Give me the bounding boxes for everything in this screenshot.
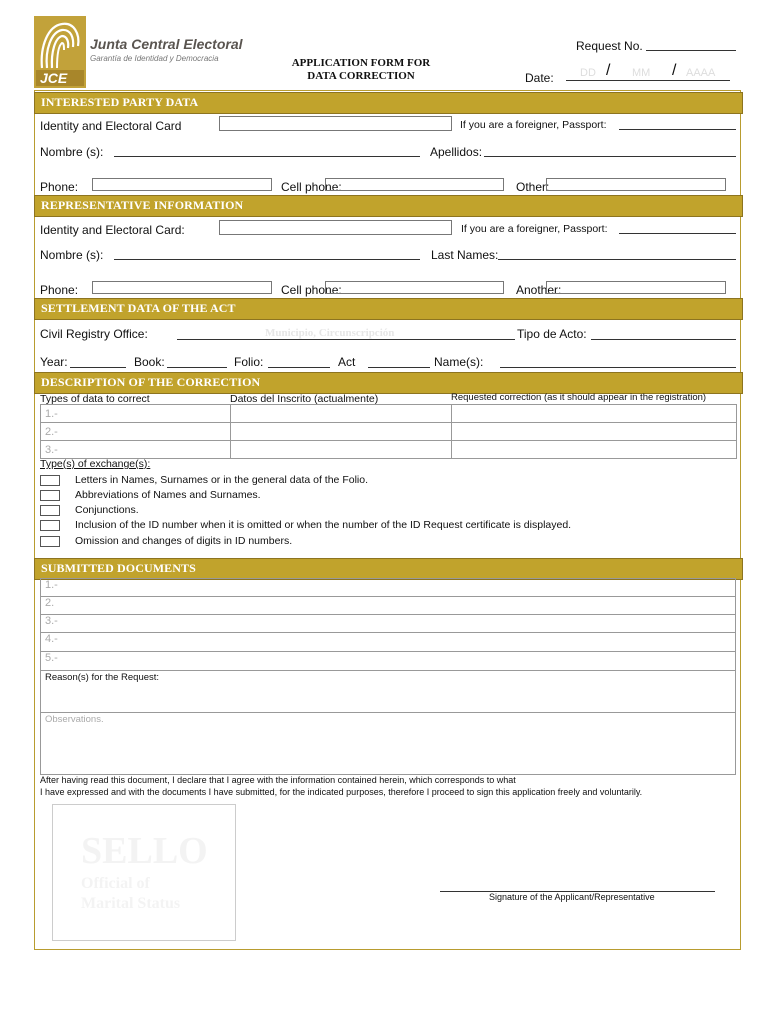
rep-phone-input[interactable] bbox=[92, 281, 272, 294]
rep-passport-input[interactable] bbox=[619, 233, 736, 234]
correction-requested-cell[interactable] bbox=[452, 405, 737, 423]
rep-phone-label: Phone: bbox=[40, 283, 79, 297]
option-checkbox-3[interactable] bbox=[40, 505, 60, 516]
correction-type-cell[interactable] bbox=[41, 441, 231, 459]
correction-current-cell[interactable] bbox=[231, 423, 452, 441]
col-types-header: Types of data to correct bbox=[40, 393, 150, 405]
year-input[interactable] bbox=[70, 367, 126, 368]
option-checkbox-1[interactable] bbox=[40, 475, 60, 486]
col-current-header: Datos del Inscrito (actualmente) bbox=[230, 393, 379, 405]
ip-other-label: Other: bbox=[516, 180, 550, 194]
stamp-line-1: Official of bbox=[81, 875, 150, 892]
rep-surnames-label: Last Names: bbox=[431, 248, 499, 262]
rep-surnames-input[interactable] bbox=[498, 259, 736, 260]
org-tagline: Garantía de Identidad y Democracia bbox=[90, 54, 219, 63]
act-input[interactable] bbox=[368, 367, 430, 368]
observations-field[interactable] bbox=[40, 713, 736, 775]
ip-cell-label: Cell phone: bbox=[281, 180, 342, 194]
option-label-5: Omission and changes of digits in ID numbers. bbox=[75, 535, 293, 547]
date-yyyy: AAAA bbox=[686, 67, 716, 79]
option-label-1: Letters in Names, Surnames or in the general data of the Folio. bbox=[75, 474, 368, 486]
rep-names-label: Nombre (s): bbox=[40, 248, 104, 262]
logo-text: JCE bbox=[40, 70, 68, 86]
rep-passport-label: If you are a foreigner, Passport: bbox=[461, 223, 608, 235]
date-field[interactable] bbox=[566, 64, 730, 81]
observations-label: Observations. bbox=[45, 714, 104, 725]
section-settlement: SETTLEMENT DATA OF THE ACT bbox=[34, 298, 743, 320]
option-checkbox-2[interactable] bbox=[40, 490, 60, 501]
ip-names-input[interactable] bbox=[114, 156, 420, 157]
logo bbox=[34, 16, 250, 88]
row-number: 2.- bbox=[45, 425, 58, 438]
reasons-label: Reason(s) for the Request: bbox=[45, 672, 160, 683]
option-checkbox-4[interactable] bbox=[40, 520, 60, 531]
row-number: 2. bbox=[45, 597, 55, 609]
date-slash-2: / bbox=[672, 62, 677, 79]
table-row bbox=[41, 423, 737, 441]
ip-phone-input[interactable] bbox=[92, 178, 272, 191]
declaration-line-2: I have expressed and with the documents I have submitted, for the indicated purposes, therefore I proceed to sign this application freely and voluntarily. bbox=[40, 787, 643, 797]
date-slash-1: / bbox=[606, 62, 611, 79]
folio-input[interactable] bbox=[268, 367, 330, 368]
rep-cell-input[interactable] bbox=[325, 281, 504, 294]
ip-passport-input[interactable] bbox=[619, 129, 736, 130]
ip-id-input[interactable] bbox=[219, 116, 452, 131]
rep-names-input[interactable] bbox=[114, 259, 420, 260]
correction-type-cell[interactable] bbox=[41, 423, 231, 441]
rep-id-label: Identity and Electoral Card: bbox=[40, 223, 185, 237]
exchange-label: Type(s) of exchange(s): bbox=[40, 458, 151, 470]
section-representative: REPRESENTATIVE INFORMATION bbox=[34, 195, 743, 217]
correction-current-cell[interactable] bbox=[231, 441, 452, 459]
row-number: 3.- bbox=[45, 615, 58, 627]
form-title bbox=[276, 57, 446, 83]
request-no-field[interactable] bbox=[646, 50, 736, 51]
document-row-2[interactable] bbox=[40, 597, 736, 615]
date-mm: MM bbox=[632, 67, 651, 79]
document-row-4[interactable] bbox=[40, 633, 736, 652]
col-requested-header: Requested correction (as it should appear in the registration) bbox=[451, 392, 707, 403]
office-label: Civil Registry Office: bbox=[40, 327, 148, 341]
document-row-3[interactable] bbox=[40, 615, 736, 633]
rep-other-label: Another: bbox=[516, 283, 562, 297]
signature-label: Signature of the Applicant/Representative bbox=[489, 892, 655, 902]
act-names-label: Name(s): bbox=[434, 355, 484, 369]
section-interested-party: INTERESTED PARTY DATA bbox=[34, 92, 743, 114]
ip-phone-label: Phone: bbox=[40, 180, 79, 194]
correction-type-cell[interactable] bbox=[41, 405, 231, 423]
org-name: Junta Central Electoral bbox=[90, 36, 243, 52]
rep-cell-label: Cell phone: bbox=[281, 283, 342, 297]
row-number: 1.- bbox=[45, 407, 58, 420]
document-row-5[interactable] bbox=[40, 652, 736, 671]
section-documents: SUBMITTED DOCUMENTS bbox=[34, 558, 743, 580]
office-input[interactable] bbox=[177, 339, 515, 340]
declaration-line-1: After having read this document, I declare that I agree with the information contained herein, which corresponds to what bbox=[40, 775, 516, 785]
ip-surnames-input[interactable] bbox=[484, 156, 736, 157]
date-label: Date: bbox=[525, 71, 554, 85]
row-number: 3.- bbox=[45, 443, 58, 456]
document-row-1[interactable] bbox=[40, 578, 736, 597]
act-type-label: Tipo de Acto: bbox=[517, 327, 587, 341]
ip-passport-label: If you are a foreigner, Passport: bbox=[460, 119, 607, 131]
section-correction: DESCRIPTION OF THE CORRECTION bbox=[34, 372, 743, 394]
office-placeholder: Municipio, Circunscripción bbox=[265, 327, 395, 339]
act-label: Act bbox=[338, 355, 356, 369]
date-dd: DD bbox=[580, 67, 596, 79]
correction-current-cell[interactable] bbox=[231, 405, 452, 423]
row-number: 5.- bbox=[45, 652, 58, 664]
official-stamp-area bbox=[52, 804, 236, 941]
ip-surnames-label: Apellidos: bbox=[430, 145, 483, 159]
row-number: 1.- bbox=[45, 579, 58, 591]
ip-id-label: Identity and Electoral Card bbox=[40, 119, 182, 133]
stamp-line-2: Marital Status bbox=[81, 895, 181, 912]
book-label: Book: bbox=[134, 355, 165, 369]
ip-cell-input[interactable] bbox=[325, 178, 504, 191]
table-row bbox=[41, 405, 737, 423]
correction-table bbox=[40, 404, 737, 459]
correction-requested-cell[interactable] bbox=[452, 441, 737, 459]
table-row bbox=[41, 441, 737, 459]
rep-id-input[interactable] bbox=[219, 220, 452, 235]
rep-other-input[interactable] bbox=[546, 281, 726, 294]
year-label: Year: bbox=[40, 355, 68, 369]
option-label-2: Abbreviations of Names and Surnames. bbox=[75, 489, 261, 501]
form-title-line2: DATA CORRECTION bbox=[307, 70, 415, 82]
row-number: 4.- bbox=[45, 633, 58, 645]
request-no-label: Request No. bbox=[576, 39, 643, 53]
reasons-field[interactable] bbox=[40, 671, 736, 713]
act-type-input[interactable] bbox=[591, 339, 736, 340]
folio-label: Folio: bbox=[234, 355, 264, 369]
form-title-line1: APPLICATION FORM FOR bbox=[291, 57, 431, 69]
option-label-4: Inclusion of the ID number when it is omitted or when the number of the ID Request certificate is displayed. bbox=[75, 519, 572, 531]
correction-requested-cell[interactable] bbox=[452, 423, 737, 441]
book-input[interactable] bbox=[167, 367, 227, 368]
ip-names-label: Nombre (s): bbox=[40, 145, 104, 159]
ip-other-input[interactable] bbox=[546, 178, 726, 191]
option-label-3: Conjunctions. bbox=[75, 504, 139, 516]
stamp-title: SELLO bbox=[81, 830, 208, 872]
act-names-input[interactable] bbox=[500, 367, 736, 368]
option-checkbox-5[interactable] bbox=[40, 536, 60, 547]
